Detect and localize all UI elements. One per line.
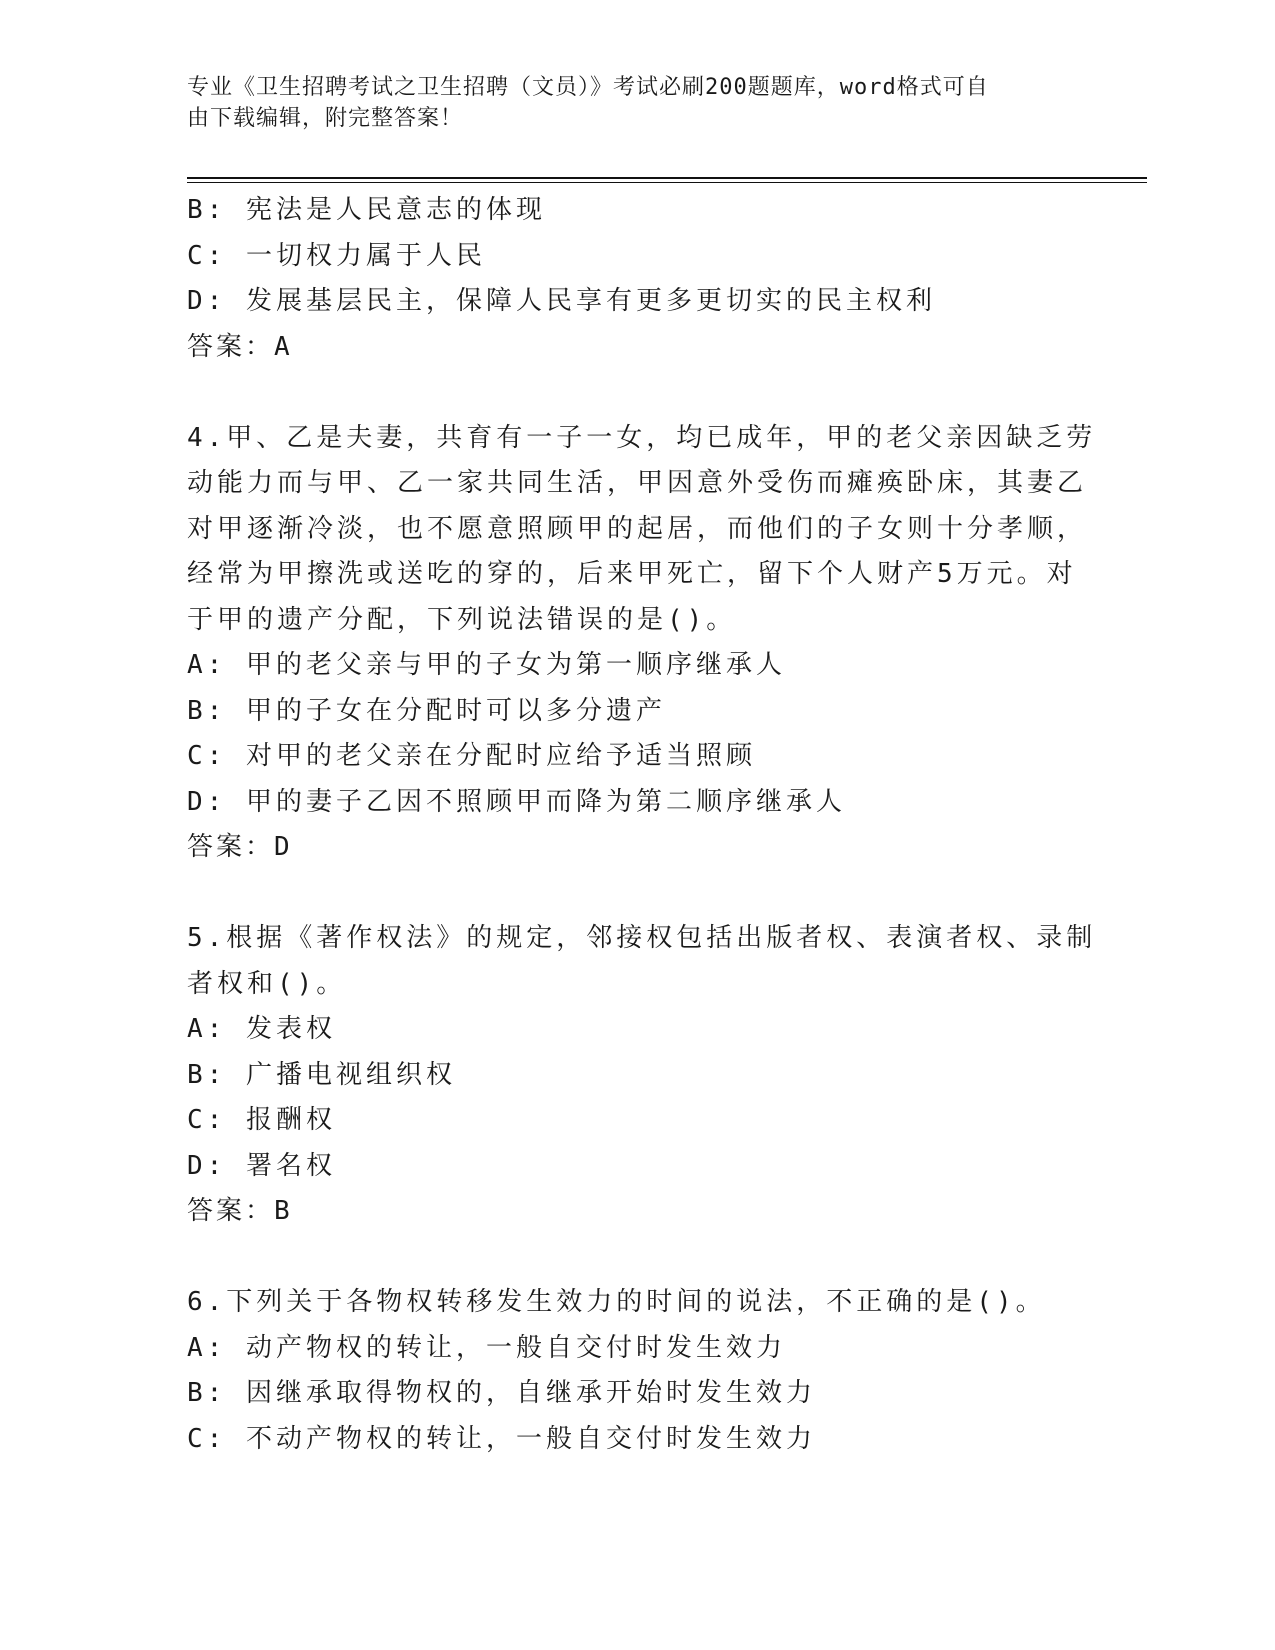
option-a: A: 发表权 <box>187 1014 336 1044</box>
option-b: B: 宪法是人民意志的体现 <box>187 195 546 225</box>
question-6 <box>187 1280 1067 1462</box>
answer-line: 答案：B <box>187 1196 293 1226</box>
option-c: C: 不动产物权的转让，一般自交付时发生效力 <box>187 1423 816 1454</box>
question-5 <box>187 916 1097 1235</box>
option-a: A: 动产物权的转让，一般自交付时发生效力 <box>187 1332 786 1363</box>
option-c: C: 报酬权 <box>187 1105 336 1135</box>
header-line-2: 由下载编辑，附完整答案！ <box>187 106 464 131</box>
question-stem-line: 对甲逐渐冷淡，也不愿意照顾甲的起居，而他们的子女则十分孝顺， <box>187 513 1088 544</box>
answer-line: 答案：A <box>187 331 293 362</box>
option-b: B: 因继承取得物权的，自继承开始时发生效力 <box>187 1378 816 1408</box>
option-d: D: 发展基层民主，保障人民享有更多更切实的民主权利 <box>187 286 936 316</box>
spacer <box>187 1235 1067 1281</box>
header-divider-thick <box>187 177 1147 179</box>
spacer <box>187 370 1067 416</box>
question-stem-line: 动能力而与甲、乙一家共同生活，甲因意外受伤而瘫痪卧床，其妻乙 <box>187 468 1088 498</box>
option-c: C: 一切权力属于人民 <box>187 240 486 271</box>
question-stem-line: 6.下列关于各物权转移发生效力的时间的说法，不正确的是()。 <box>187 1287 1046 1317</box>
option-a: A: 甲的老父亲与甲的子女为第一顺序继承人 <box>187 650 786 680</box>
document-header <box>187 72 1087 134</box>
question-3-tail <box>187 188 1067 370</box>
option-d: D: 署名权 <box>187 1150 336 1181</box>
question-4 <box>187 416 1097 871</box>
option-b: B: 广播电视组织权 <box>187 1059 456 1090</box>
option-b: B: 甲的子女在分配时可以多分遗产 <box>187 695 666 726</box>
option-d: D: 甲的妻子乙因不照顾甲而降为第二顺序继承人 <box>187 786 846 817</box>
answer-line: 答案：D <box>187 832 293 862</box>
header-divider-thin <box>187 182 1147 183</box>
header-line-1: 专业《卫生招聘考试之卫生招聘（文员）》考试必刷200题题库，word格式可自 <box>187 75 989 100</box>
question-stem-line: 5.根据《著作权法》的规定，邻接权包括出版者权、表演者权、录制 <box>187 923 1097 953</box>
question-content <box>187 188 1097 1462</box>
spacer <box>187 871 1067 917</box>
question-stem-line: 经常为甲擦洗或送吃的穿的，后来甲死亡，留下个人财产5万元。对 <box>187 559 1077 589</box>
option-c: C: 对甲的老父亲在分配时应给予适当照顾 <box>187 741 756 771</box>
question-stem-line: 4.甲、乙是夫妻，共育有一子一女，均已成年，甲的老父亲因缺乏劳 <box>187 422 1097 453</box>
question-stem-line: 者权和()。 <box>187 968 347 999</box>
question-stem-line: 于甲的遗产分配，下列说法错误的是()。 <box>187 604 737 635</box>
